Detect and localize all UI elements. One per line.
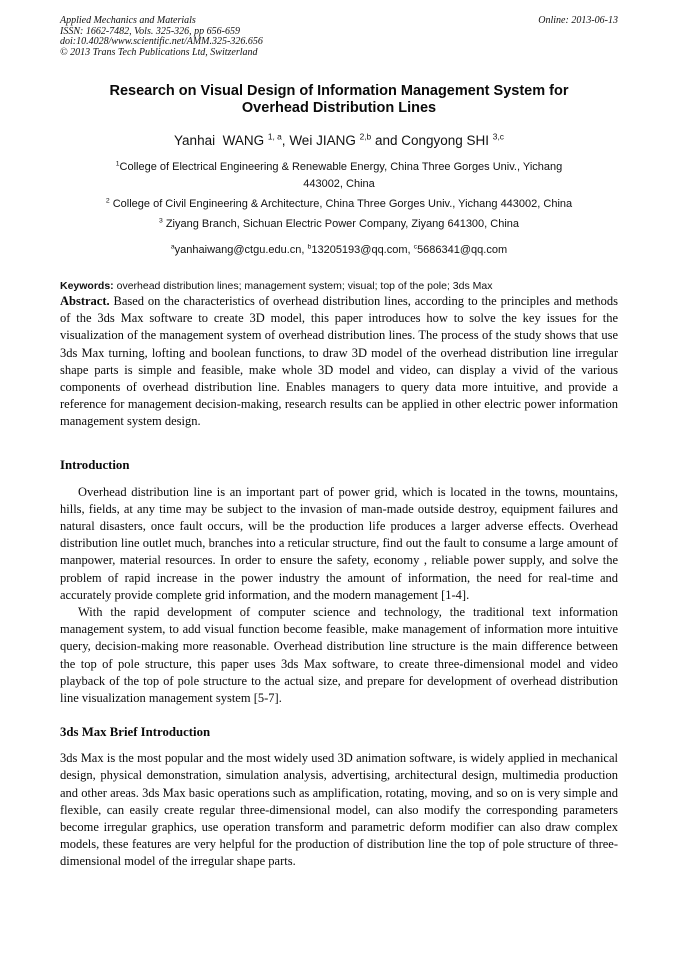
doi-line: doi:10.4028/www.scientific.net/AMM.325-326.656 [60, 36, 263, 47]
author-separator-1: , [281, 133, 290, 148]
online-date: Online: 2013-06-13 [538, 15, 618, 26]
keywords-text: overhead distribution lines; management system; visual; top of the pole; 3ds Max [113, 280, 493, 292]
email-separator-1: , [301, 244, 308, 256]
author-sup-2: 2,b [359, 131, 372, 142]
email-sup-a: a [170, 243, 175, 251]
issn-line: ISSN: 1662-7482, Vols. 325-326, pp 656-659 [60, 25, 240, 37]
paper-title [60, 83, 618, 117]
author-name-1: Yanhai WANG [174, 133, 268, 148]
3ds-max-paragraph: 3ds Max is the most popular and the most widely used 3D animation software, is widely applied in mechanical design, physical demonstration, simulation analysis, advertising, architectural design, multimedia production and other areas. 3ds Max basic operations such as amplification, rotating, moving, and so on is very simple and flexible, can easily create regular three-dimensional model, can also modify the corresponding parameters become irregular graphics, use operation transform and parametric deform modifier can also draw complex models, these features are very helpful for the production of distribution line the top of pole structure of three-dimensional model of the irregular shape parts. [60, 751, 618, 869]
authors-line [60, 133, 618, 149]
email-c: 5686341@qq.com [417, 244, 508, 256]
abstract-label: Abstract. [60, 294, 110, 308]
keywords-line [60, 279, 618, 293]
email-a: yanhaiwang@ctgu.edu.cn [174, 244, 302, 256]
affiliation-1-text: College of Electrical Engineering & Renewable Energy, China Three Gorges Univ., Yichang [119, 161, 563, 173]
journal-imprint [60, 16, 263, 58]
journal-name: Applied Mechanics and Materials [60, 15, 196, 26]
affiliation-1-line1 [60, 159, 618, 176]
affiliation-1-line2: 443002, China [303, 178, 375, 190]
abstract-paragraph [60, 293, 618, 431]
journal-header [60, 16, 618, 58]
affiliation-2-sup: 2 [105, 197, 110, 205]
introduction-paragraph-2: With the rapid development of computer science and technology, the traditional text information management system, to add visual function become feasible, make management of information more intuitive query, decision-making more reasonable. Overhead distribution line structure is the main difference between the top of pole structure, this paper uses 3ds Max software, to create three-dimensional model and video playback of the top of pole structure to the actual size, and prepare for development of overhead distribution line visualization management system [5-7]. [60, 605, 618, 706]
affiliation-2 [60, 196, 618, 213]
affiliation-2-text: College of Civil Engineering & Architecture, China Three Gorges Univ., Yichang 443002, China [109, 198, 573, 210]
author-name-3: Congyong SHI [401, 133, 493, 148]
author-sup-3: 3,c [492, 131, 504, 142]
paper-title-line1: Research on Visual Design of Information Management System for [109, 83, 569, 99]
abstract-text: Based on the characteristics of overhead distribution lines, according to the principles and methods of the 3ds Max software to create 3D model, this paper introduces how to solve the key issues for the visualization of the management system of overhead distribution lines. The process of the study shows that use 3ds Max turning, lofting and boolean functions, to draw 3D model of the overhead distribution line irregular shape parts is simple and feasible, make whole 3D model and video, can display a vivid of the various components of overhead distribution line. Enables managers to query data more intuitive, and provide a reference for management decision-making, research results can be applied in other electric power information management system design. [60, 294, 618, 429]
introduction-paragraph-1: Overhead distribution line is an important part of power grid, which is located in the towns, mountains, hills, fields, at any time may be subject to the invasion of man-made outside destroy, equipment failures and natural disasters, once fault occurs, will be the production life produces a larger adverse effects. Overhead distribution line outlet much, branches into a reticular structure, find out the fault to consume a large amount of manpower, material resources. In order to ensure the safety, economy , reliable power supply, and solve the problem of rapid increase in the power industry the amount of information, the need for real-time and accurately provide complete grid information, and the modern management [1-4]. [60, 484, 618, 602]
author-sup-1: 1, a [267, 131, 282, 142]
email-b: 13205193@qq.com [311, 244, 408, 256]
author-separator-2: and [371, 133, 402, 148]
affiliations-block [60, 159, 618, 233]
affiliation-1 [60, 159, 618, 193]
section-heading-3ds-max: 3ds Max Brief Introduction [60, 725, 211, 740]
emails-line [60, 243, 618, 258]
paper-title-line2: Overhead Distribution Lines [241, 100, 437, 116]
copyright-line: © 2013 Trans Tech Publications Ltd, Switzerland [60, 46, 258, 58]
affiliation-3-sup: 3 [158, 217, 163, 225]
email-separator-2: , [407, 244, 414, 256]
section-heading-introduction: Introduction [60, 457, 130, 472]
email-sup-b: b [307, 243, 312, 251]
affiliation-3-text: Ziyang Branch, Sichuan Electric Power Company, Ziyang 641300, China [162, 218, 520, 230]
keywords-label: Keywords: [60, 280, 114, 292]
affiliation-3 [60, 216, 618, 233]
email-sup-c: c [413, 243, 418, 251]
author-name-2: Wei JIANG [289, 133, 360, 148]
affiliation-1-sup: 1 [115, 160, 120, 168]
